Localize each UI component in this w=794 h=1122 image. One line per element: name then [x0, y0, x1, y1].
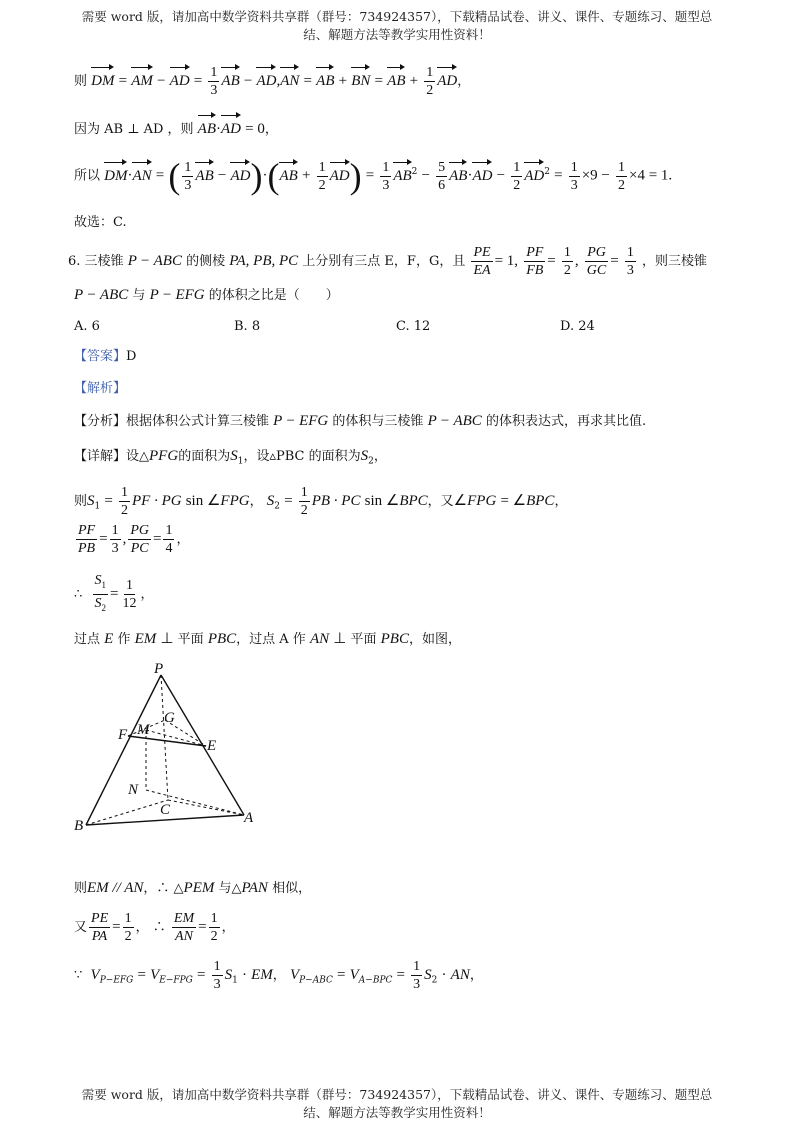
label-f: F	[118, 727, 128, 743]
answer-options	[74, 316, 734, 338]
answer-line	[74, 346, 136, 368]
footer-banner	[60, 1086, 734, 1122]
question-6-stem-cont: P − ABC 与 P − EFG 的体积之比是（ ）	[74, 287, 339, 303]
label-a: A	[244, 810, 254, 826]
vector-dm-an-expression: 则 DM = AM − AD = $\frac{1}{3}$ AB − AD,AN = AB + BN = AB + $\frac{1}{2}$ AD，	[74, 65, 471, 98]
edge-ca	[168, 800, 244, 815]
label-c: C	[160, 802, 171, 818]
analysis-tag: 【解析】	[74, 381, 127, 396]
option-c[interactable]: C. 12	[396, 319, 431, 334]
label-e: E	[207, 738, 217, 754]
footer-line-2: 结、解题方法等教学实用性资料！	[303, 1105, 491, 1120]
answer-value: D	[126, 349, 137, 364]
construction-line: 过点 E 作 EM ⊥ 平面 PBC，过点 A 作 AN ⊥ 平面 PBC，如图，	[74, 631, 461, 647]
header-line-2: 结、解题方法等教学实用性资料！	[303, 27, 491, 42]
previous-choice: 故选：C.	[74, 215, 127, 230]
header-banner	[60, 8, 734, 44]
label-n: N	[128, 782, 139, 798]
question-6-stem: 6. 三棱锥 P − ABC 的侧棱 PA, PB, PC 上分别有三点 E，F，G，且 $\frac{PE}{EA}$ = 1, $\frac{PF}{FB}$ = $\frac{1}{2}$ , $\frac{PG}{GC}$ = $\frac{1}{3}$ ，则三棱锥	[68, 245, 708, 278]
dot-product-calculation: 所以 DM·AN = ( $\frac{1}{3}$ AB − AD)·(AB + $\frac{1}{2}$ AD) = $\frac{1}{3}$ $AB^2$ − $\frac{5}{6}$ AB·AD − $\frac{1}{2}$ $AD^2$ = $\frac{1}{3}$ ×9 − $\frac{1}{2}$ ×4 = 1.	[74, 156, 673, 196]
analysis-summary: 【分析】根据体积公式计算三棱锥 P − EFG 的体积与三棱锥 P − ABC 的体积表达式，再求其比值.	[74, 413, 647, 429]
parallel-line: 则EM // AN，∴ △PEM 与△PAN 相似，	[74, 880, 312, 896]
header-line-1: 需要 word 版，请加高中数学资料共享群（群号：734924357），下载精品试卷、讲义、课件、专题练习、题型总	[81, 9, 713, 24]
label-g: G	[164, 710, 175, 726]
area-formulas: 则$S_1$ = $\frac{1}{2}$ PF · PG sin ∠FPG， $S_2$ = $\frac{1}{2}$ PB · PC sin ∠BPC，又∠FPG = ∠BPC，	[74, 485, 568, 518]
edge-pc	[161, 675, 168, 800]
label-p: P	[154, 661, 164, 677]
option-a[interactable]: A. 6	[74, 319, 100, 334]
segment-me	[146, 730, 206, 746]
area-ratio: ∴ $\frac{S_1}{S_2}$ = $\frac{1}{12}$ ，	[74, 573, 154, 613]
option-d[interactable]: D. 24	[560, 319, 595, 334]
label-m: M	[137, 722, 150, 738]
similarity-ratio: 又 $\frac{PE}{PA}$ = $\frac{1}{2}$ ， ∴ $\frac{EM}{AN}$ = $\frac{1}{2}$ ，	[74, 911, 235, 944]
perpendicular-statement: 因为 AB ⊥ AD ，则 AB·AD = 0，	[74, 114, 278, 141]
volume-formulas: ∵ $V_{P-EFG} = V_{E-FPG}$ = $\frac{1}{3}$ $S_1$ · EM， $V_{P-ABC} = V_{A-BPC}$ = $\frac{1}{3}$ $S_2$ · AN，	[74, 959, 483, 992]
option-b[interactable]: B. 8	[234, 319, 261, 334]
label-b: B	[74, 818, 84, 834]
tetrahedron-figure	[66, 660, 276, 840]
detail-intro: 【详解】设△PFG的面积为$S_1$，设▵PBC 的面积为$S_2$，	[74, 448, 387, 467]
edge-pb	[86, 675, 161, 825]
footer-line-1: 需要 word 版，请加高中数学资料共享群（群号：734924357），下载精品试卷、讲义、课件、专题练习、题型总	[81, 1087, 713, 1102]
ratio-line: $\frac{PF}{PB}$ = $\frac{1}{3}$ , $\frac{PG}{PC}$ = $\frac{1}{4}$ ，	[78, 523, 190, 556]
answer-tag: 【答案】	[74, 349, 127, 364]
